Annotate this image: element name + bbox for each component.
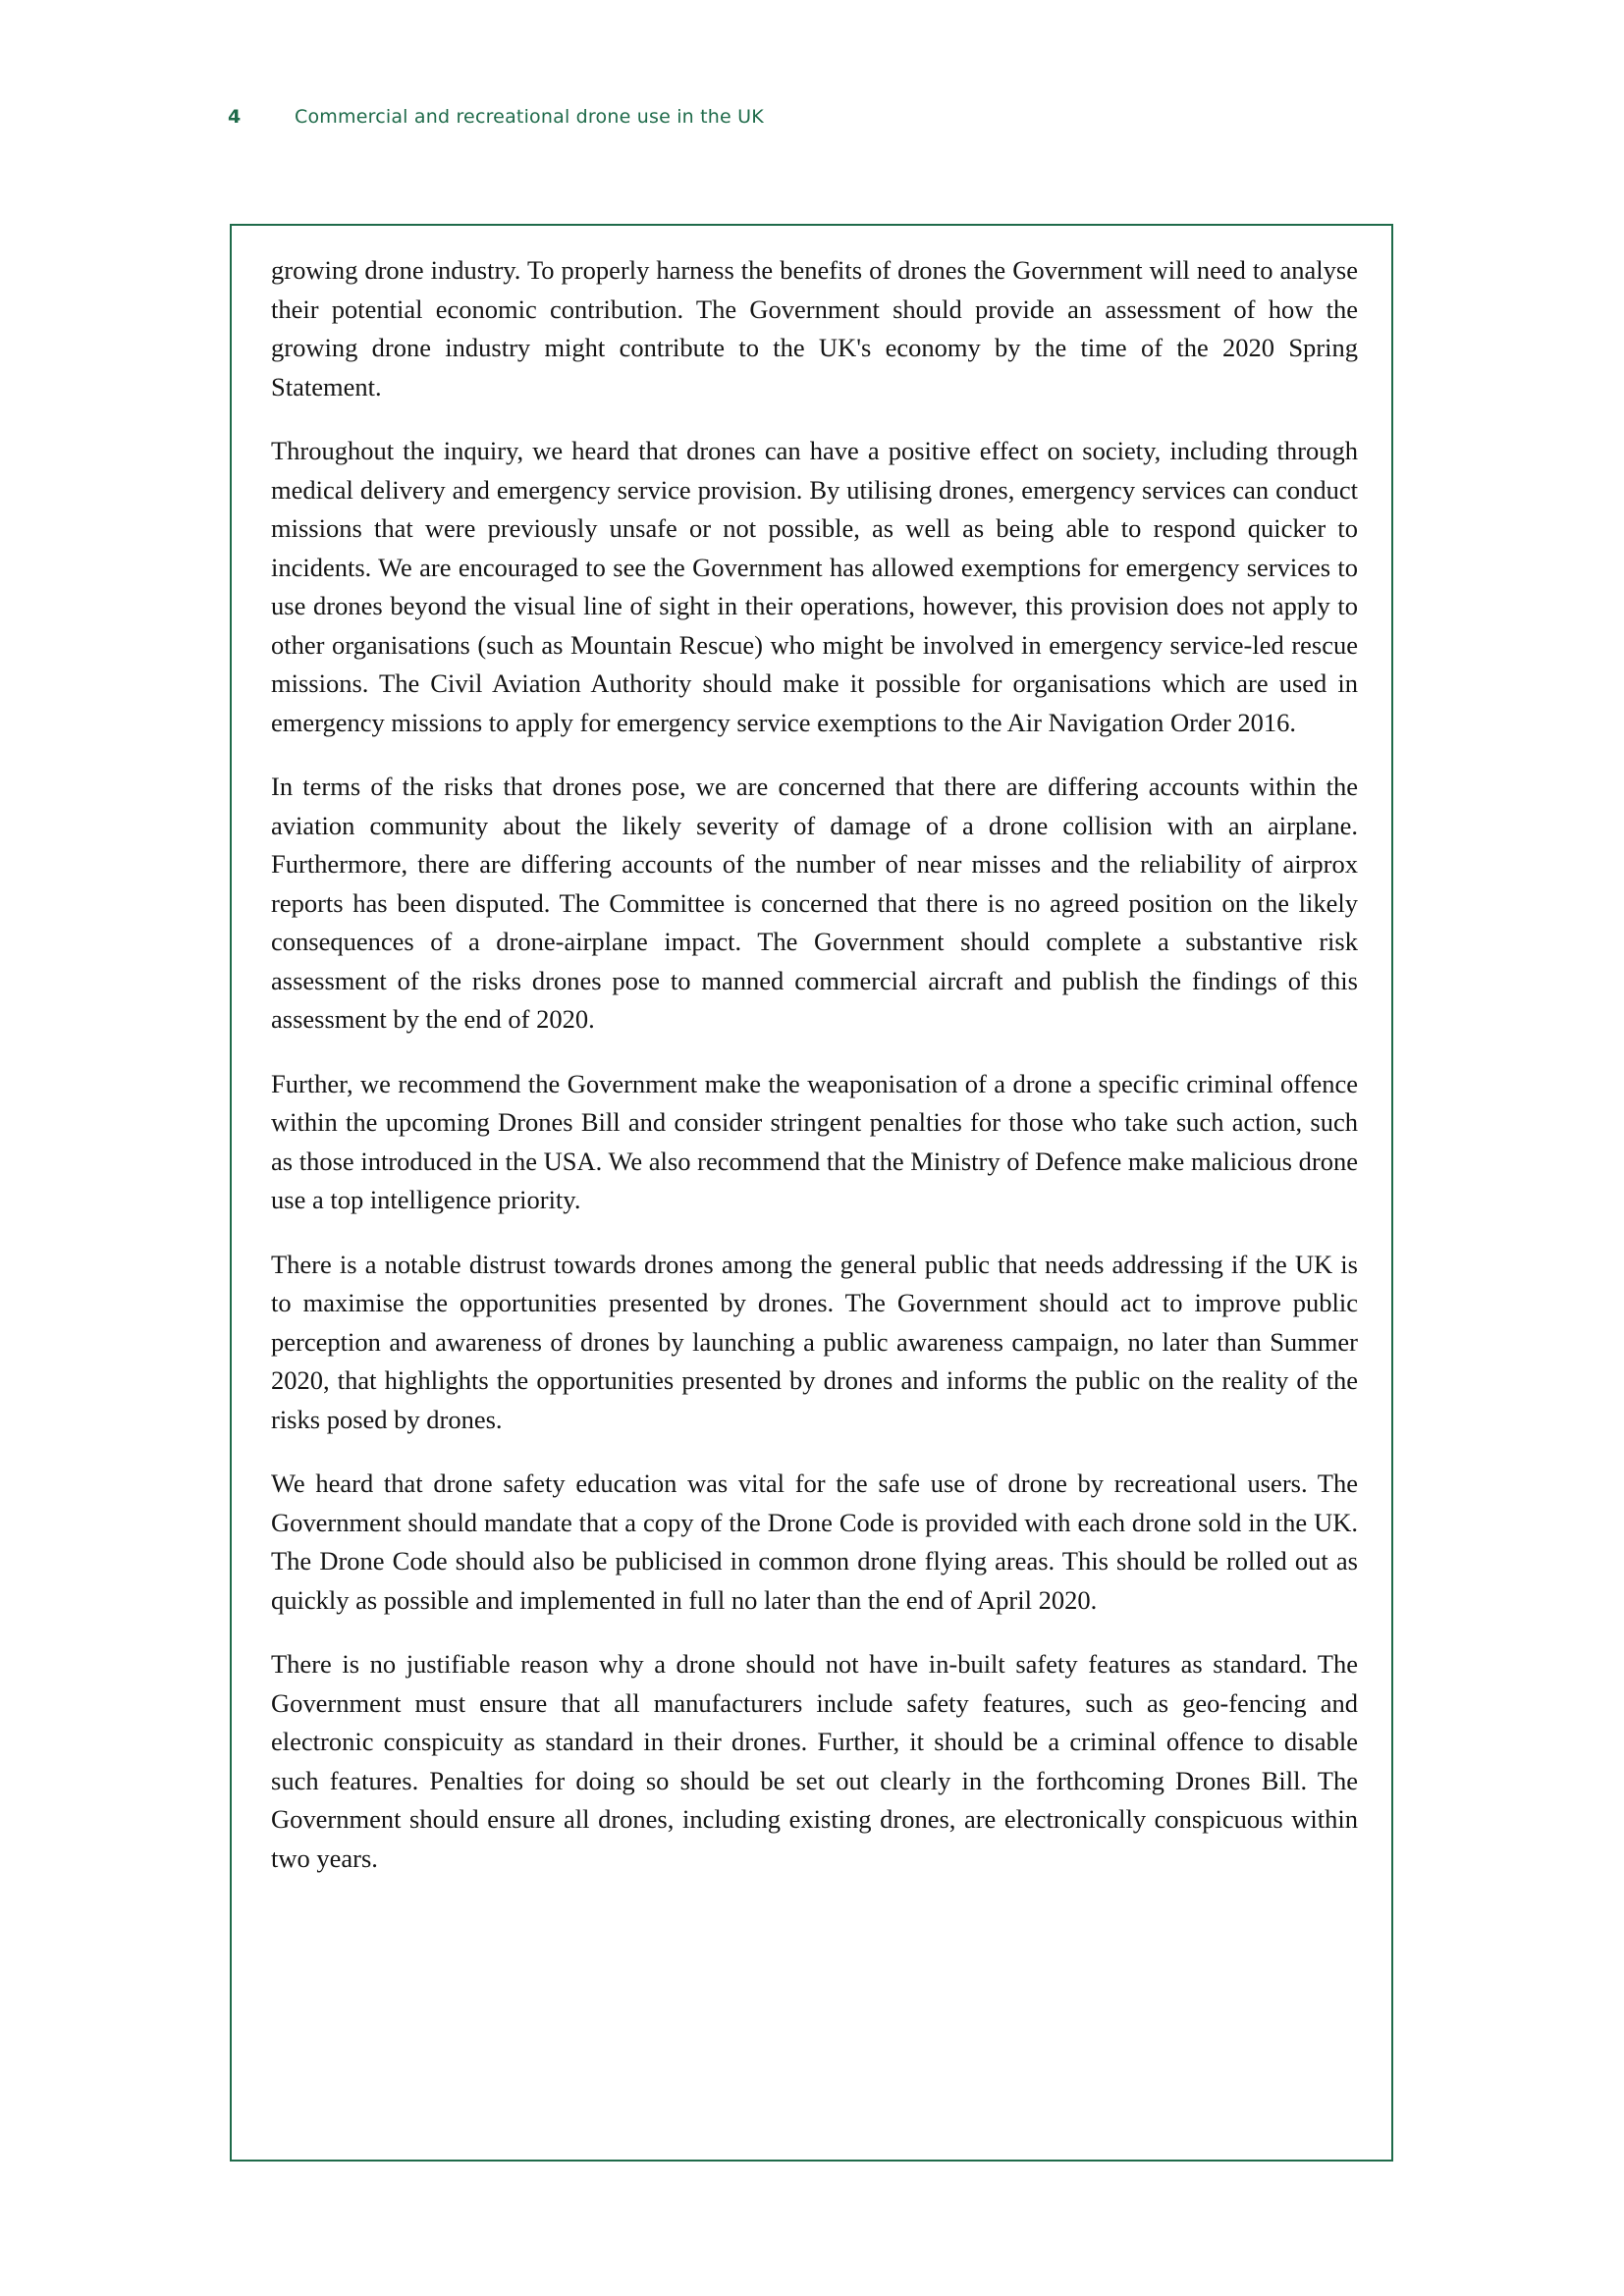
paragraph: Throughout the inquiry, we heard that drones can have a positive effect on society, including through medical delivery and emergency service provision. By utilising drones, emergency services can conduct missions that were previously unsafe or not possible, as well as being able to respond quicker to incidents. We are encouraged to see the Government has allowed exemptions for emergency services to use drones beyond the visual line of sight in their operations, however, this provision does not apply to other organisations (such as Mountain Rescue) who might be involved in emergency service-led rescue missions. The Civil Aviation Authority should make it possible for organisations which are used in emergency missions to apply for emergency service exemptions to the Air Navigation Order 2016. [271, 436, 1358, 737]
paragraph: We heard that drone safety education was vital for the safe use of drone by recreational users. The Government should mandate that a copy of the Drone Code is provided with each drone sold in the UK. The Drone Code should also be publicised in common drone flying areas. This should be rolled out as quickly as possible and implemented in full no later than the end of April 2020. [271, 1468, 1358, 1615]
bordered-content-box [230, 224, 1393, 2162]
document-title: Commercial and recreational drone use in the UK [295, 106, 764, 128]
paragraph: There is a notable distrust towards drones among the general public that needs addressing if the UK is to maximise the opportunities presented by drones. The Government should act to improve public perception and awareness of drones by launching a public awareness campaign, no later than Summer 2020, that highlights the opportunities presented by drones and informs the public on the reality of the risks posed by drones. [271, 1249, 1358, 1434]
page-header [228, 106, 764, 128]
paragraph: growing drone industry. To properly harness the benefits of drones the Government will need to analyse their potential economic contribution. The Government should provide an assessment of how the growing drone industry might contribute to the UK's economy by the time of the 2020 Spring Statement. [271, 255, 1358, 401]
paragraph: There is no justifiable reason why a drone should not have in-built safety features as standard. The Government must ensure that all manufacturers include safety features, such as geo-fencing and electronic conspicuity as standard in their drones. Further, it should be a criminal offence to disable such features. Penalties for doing so should be set out clearly in the forthcoming Drones Bill. The Government should ensure all drones, including existing drones, are electronically conspicuous within two years. [271, 1649, 1358, 1873]
paragraph: In terms of the risks that drones pose, we are concerned that there are differing accounts within the aviation community about the likely severity of damage of a drone collision with an airplane. Furthermore, there are differing accounts of the number of near misses and the reliability of airprox reports has been disputed. The Committee is concerned that there is no agreed position on the likely consequences of a drone-airplane impact. The Government should complete a substantive risk assessment of the risks drones pose to manned commercial aircraft and publish the findings of this assessment by the end of 2020. [271, 772, 1358, 1034]
body-text [271, 251, 1358, 1878]
paragraph: Further, we recommend the Government make the weaponisation of a drone a specific criminal offence within the upcoming Drones Bill and consider stringent penalties for those who take such action, such as those introduced in the USA. We also recommend that the Ministry of Defence make malicious drone use a top intelligence priority. [271, 1068, 1358, 1214]
page-number: 4 [228, 106, 242, 128]
